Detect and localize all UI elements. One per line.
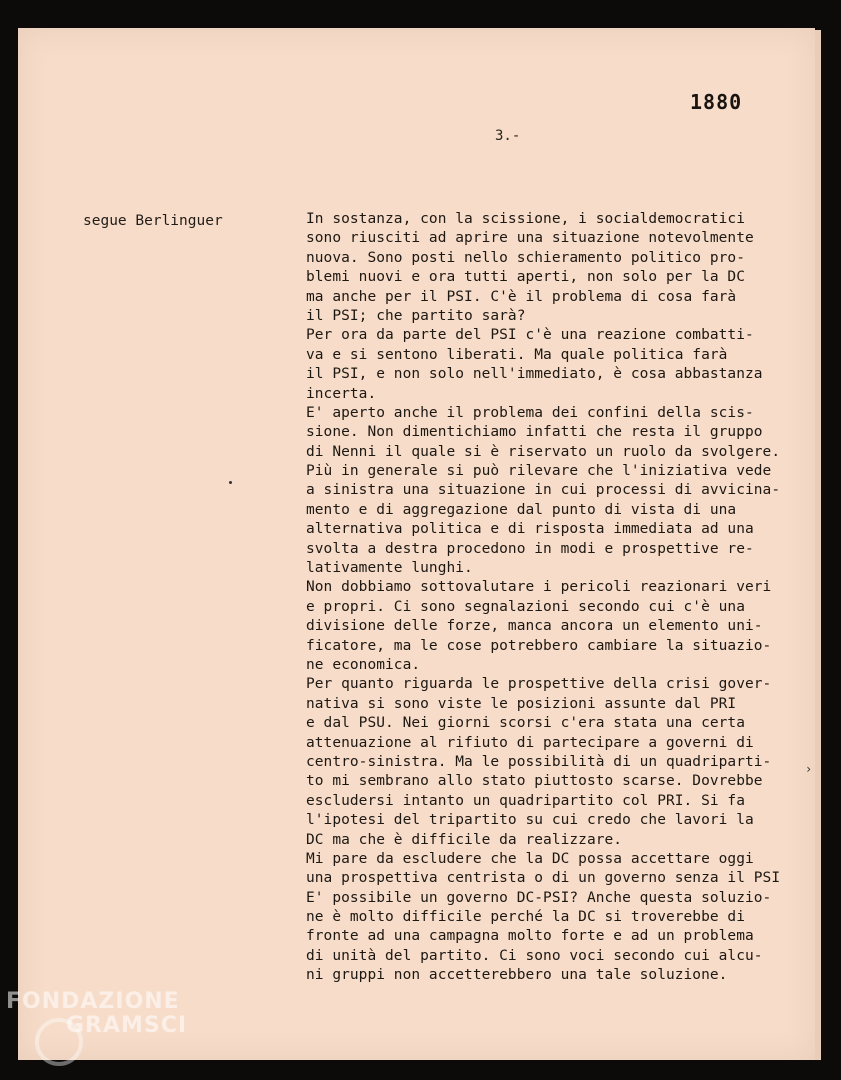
text-line: DC ma che è difficile da realizzare. bbox=[306, 831, 623, 848]
text-line: e dal PSU. Nei giorni scorsi c'era stata una certa bbox=[306, 715, 745, 732]
text-line: Mi pare da escludere che la DC possa accettare oggi bbox=[306, 850, 754, 867]
body-text bbox=[306, 210, 821, 986]
text-line: Più in generale si può rilevare che l'iniziativa vede bbox=[306, 463, 772, 480]
text-line: divisione delle forze, manca ancora un elemento uni- bbox=[306, 618, 763, 635]
text-line: una prospettiva centrista o di un governo senza il PSI bbox=[306, 870, 781, 887]
text-line: blemi nuovi e ora tutti aperti, non solo per la DC bbox=[306, 269, 745, 286]
text-line: ficatore, ma le cose potrebbero cambiare la situazio- bbox=[306, 637, 772, 654]
text-line: to mi sembrano allo stato piuttosto scarse. Dovrebbe bbox=[306, 773, 763, 790]
text-line: ni gruppi non accetterebbero una tale soluzione. bbox=[306, 967, 728, 984]
archive-number: 1880 bbox=[690, 90, 743, 114]
text-line: il PSI, e non solo nell'immediato, è cosa abbastanza bbox=[306, 366, 763, 383]
text-line: svolta a destra procedono in modi e prospettive re- bbox=[306, 540, 754, 557]
text-line: va e si sentono liberati. Ma quale politica farà bbox=[306, 346, 728, 363]
text-line: sione. Non dimentichiamo infatti che resta il gruppo bbox=[306, 424, 763, 441]
text-line: In sostanza, con la scissione, i socialdemocratici bbox=[306, 211, 745, 227]
text-line: Per ora da parte del PSI c'è una reazione combatti- bbox=[306, 327, 754, 344]
text-line: il PSI; che partito sarà? bbox=[306, 307, 526, 324]
text-line: lativamente lunghi. bbox=[306, 560, 473, 577]
ink-dot bbox=[229, 481, 232, 484]
text-line: fronte ad una campagna molto forte e ad un problema bbox=[306, 928, 754, 945]
text-line: attenuazione al rifiuto di partecipare a governi di bbox=[306, 734, 754, 751]
text-line: incerta. bbox=[306, 385, 377, 402]
text-line: di unità del partito. Ci sono voci secondo cui alcu- bbox=[306, 947, 763, 964]
text-line: centro-sinistra. Ma le possibilità di un quadriparti- bbox=[306, 753, 772, 770]
text-line: alternativa politica e di risposta immediata ad una bbox=[306, 521, 754, 538]
page-number: 3.- bbox=[495, 128, 521, 144]
speaker-label: segue Berlinguer bbox=[83, 213, 223, 229]
text-line: sono riusciti ad aprire una situazione notevolmente bbox=[306, 230, 754, 247]
text-line: a sinistra una situazione in cui processi di avvicina- bbox=[306, 482, 781, 499]
text-line: nativa si sono viste le posizioni assunte dal PRI bbox=[306, 695, 737, 712]
text-line: mento e di aggregazione dal punto di vista di una bbox=[306, 501, 737, 518]
text-line: Non dobbiamo sottovalutare i pericoli reazionari veri bbox=[306, 579, 772, 596]
text-line: di Nenni il quale si è riservato un ruolo da svolgere. bbox=[306, 443, 781, 460]
text-line: Per quanto riguarda le prospettive della crisi gover- bbox=[306, 676, 772, 693]
text-line: ne economica. bbox=[306, 656, 421, 673]
text-line: nuova. Sono posti nello schieramento politico pro- bbox=[306, 249, 745, 266]
text-line: escludersi intanto un quadripartito col PRI. Si fa bbox=[306, 792, 745, 809]
text-line: e propri. Ci sono segnalazioni secondo cui c'è una bbox=[306, 598, 745, 615]
watermark-line-2: GRAMSCI bbox=[66, 1013, 188, 1038]
text-line: E' aperto anche il problema dei confini della scis- bbox=[306, 404, 754, 421]
margin-mark: › bbox=[805, 762, 813, 776]
watermark bbox=[6, 990, 187, 1038]
text-line: ne è molto difficile perché la DC si troverebbe di bbox=[306, 909, 745, 926]
text-line: l'ipotesi del tripartito su cui credo che lavori la bbox=[306, 812, 754, 829]
text-line: ma anche per il PSI. C'è il problema di cosa farà bbox=[306, 288, 737, 305]
text-line: E' possibile un governo DC-PSI? Anche questa soluzio- bbox=[306, 889, 772, 906]
watermark-line-1: FONDAZIONE bbox=[6, 989, 180, 1014]
